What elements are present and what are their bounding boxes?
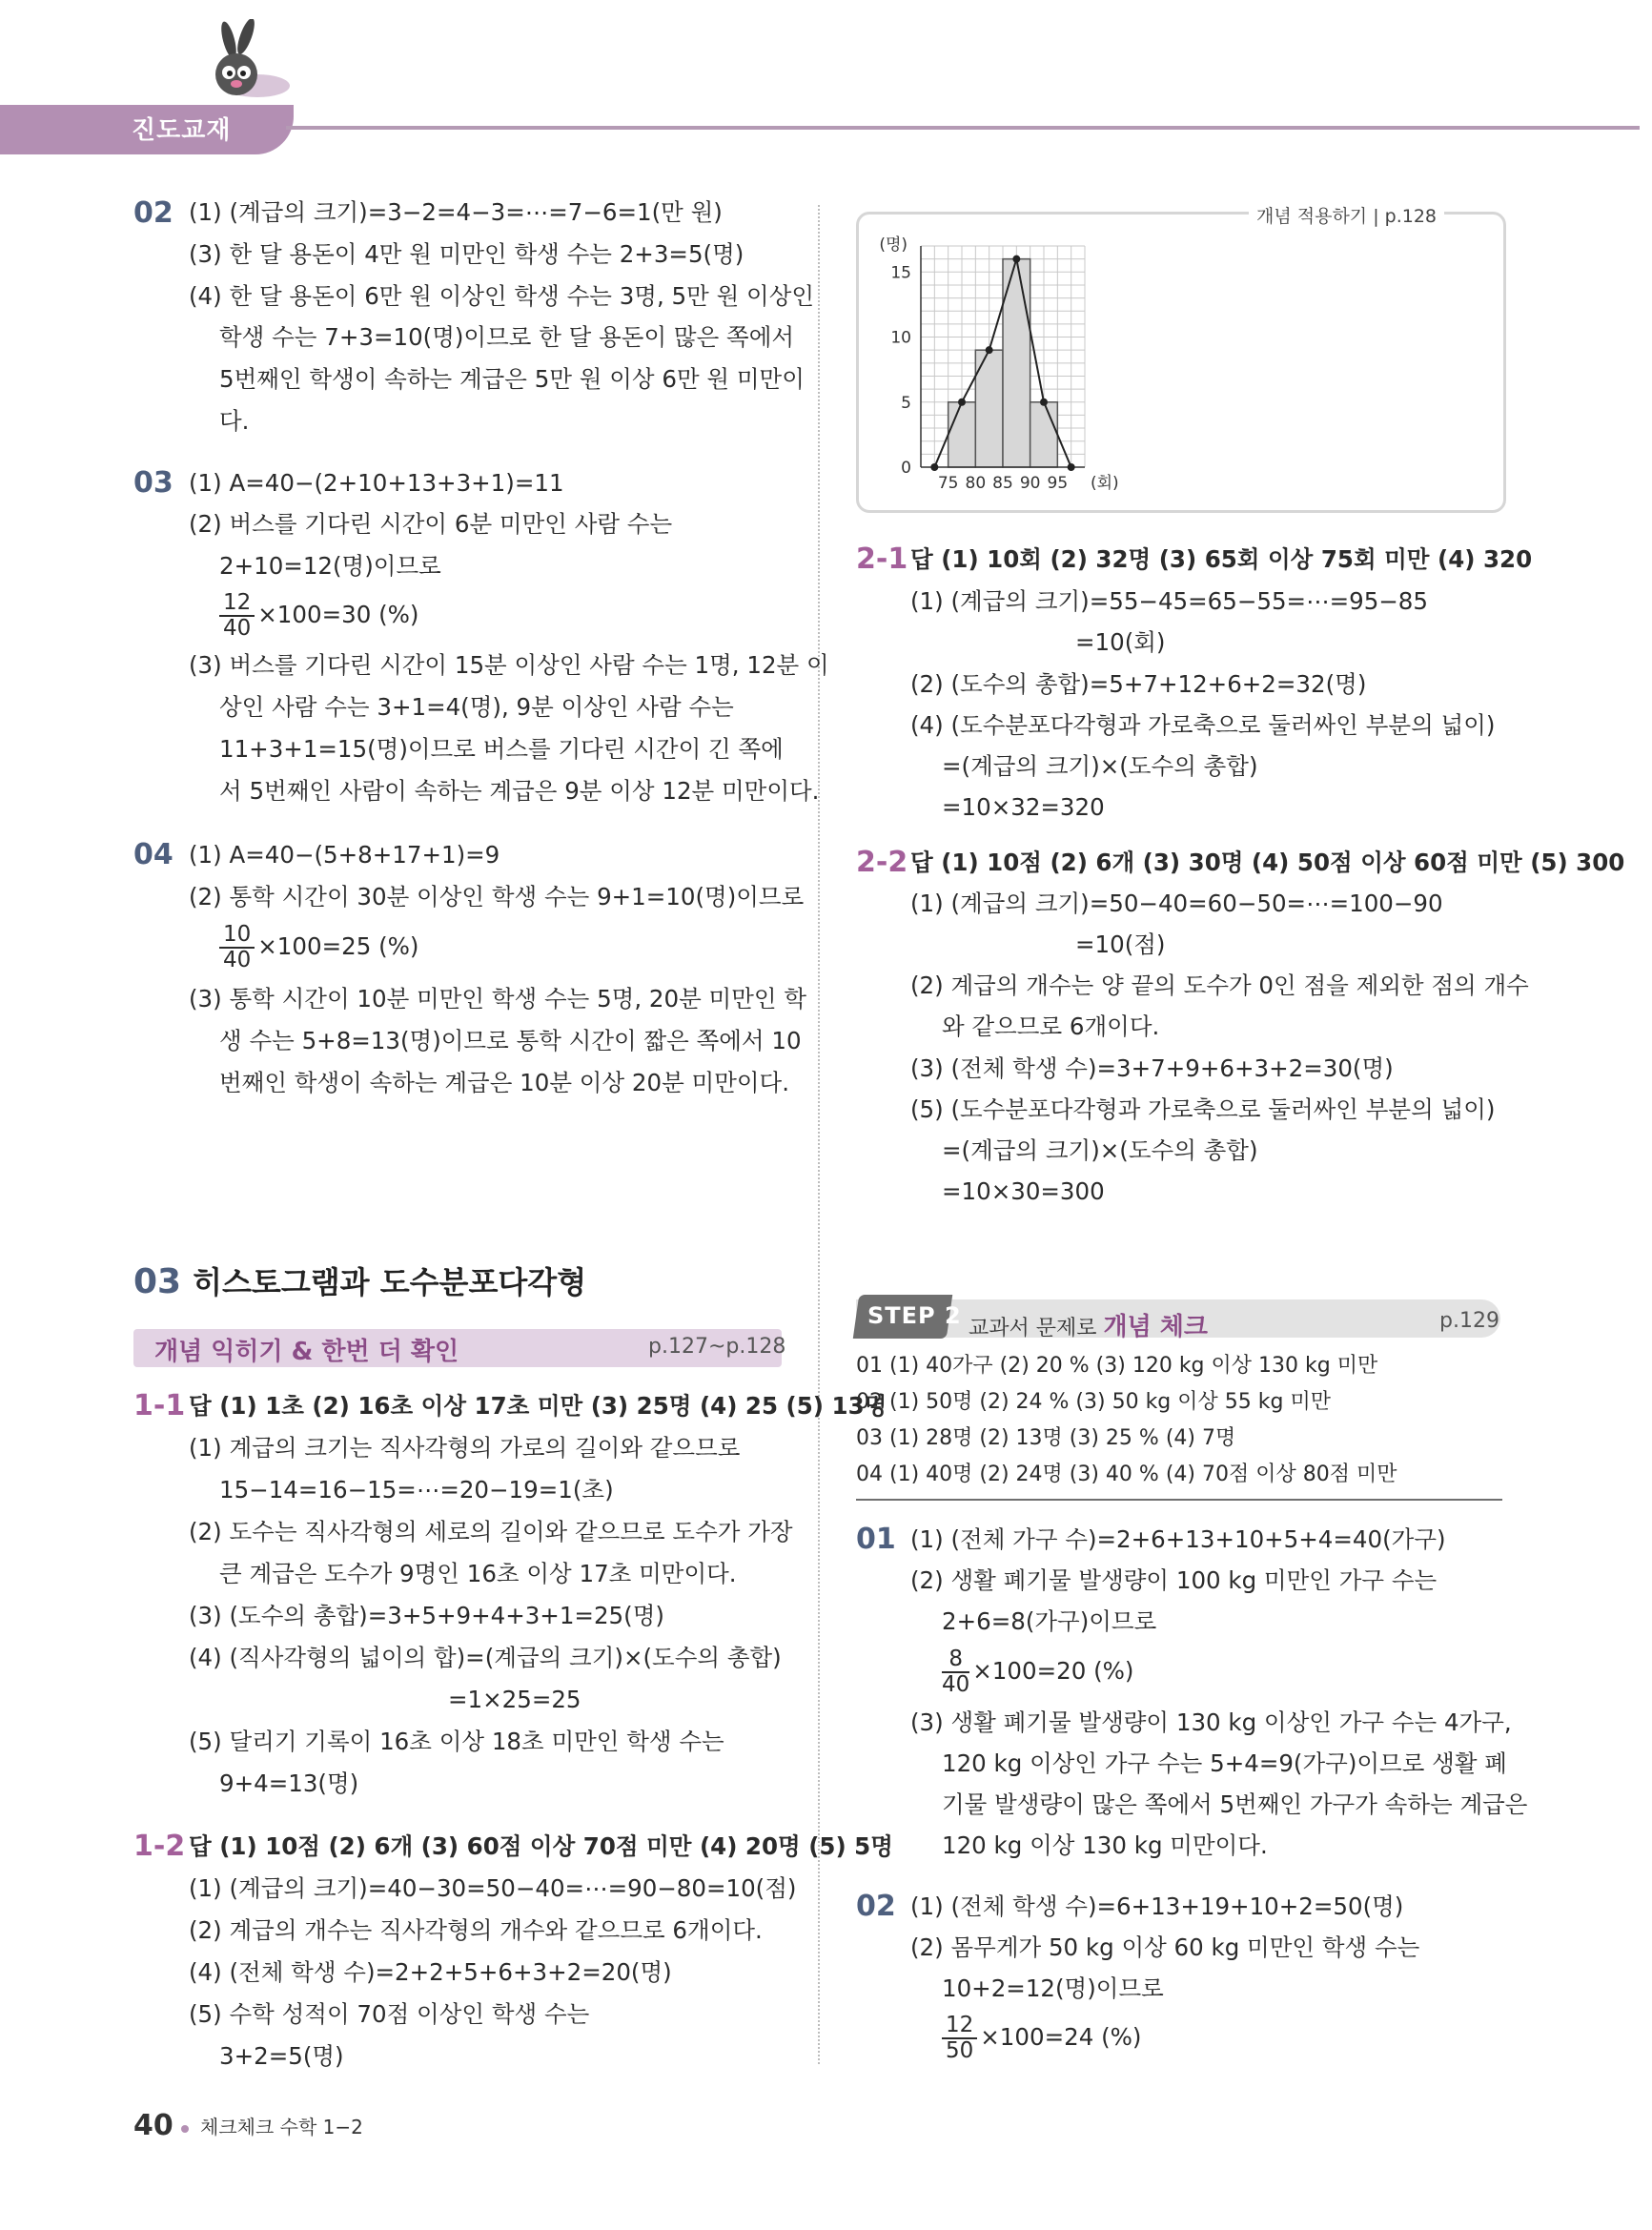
step2-rule — [856, 1499, 1502, 1501]
p11-line-9: 9+4=13(명) — [219, 1770, 359, 1797]
p12-answer: 답 (1) 10점 (2) 6개 (3) 60점 이상 70점 미만 (4) 20명 (5) 5명 — [189, 1832, 893, 1860]
x-tick-label: 85 — [992, 474, 1013, 493]
p03-line-7: 11+3+1=15(명)이므로 버스를 기다린 시간이 긴 쪽에 — [219, 735, 784, 763]
p03-line-8: 서 5번째인 사람이 속하는 계급은 9분 이상 12분 미만이다. — [219, 777, 820, 805]
p03-line-1: (1) A=40−(2+10+13+3+1)=11 — [189, 469, 564, 497]
p02-line-2: (3) 한 달 용돈이 4만 원 미만인 학생 수는 2+3=5(명) — [189, 240, 744, 268]
p04-line-5: 생 수는 5+8=13(명)이므로 통학 시간이 짧은 쪽에서 10 — [219, 1027, 802, 1054]
step2-page-ref: p.129 — [1439, 1309, 1499, 1333]
p22-line-2: =10(점) — [1075, 931, 1166, 958]
step2-summary-1: 01 (1) 40가구 (2) 20 % (3) 120 kg 이상 130 kg 미만 — [856, 1354, 1378, 1378]
section-title: 03 히스토그램과 도수분포다각형 — [133, 1262, 587, 1301]
y-tick-label: 15 — [890, 263, 911, 283]
p22-line-1: (1) (계급의 크기)=50−40=60−50=⋯=100−90 — [910, 890, 1443, 917]
step2-label: 교과서 문제로 개념 체크 — [969, 1313, 1209, 1341]
q02-fraction-line: $\frac{12}{50}$ ×100=24 (%) — [942, 2014, 1141, 2063]
p11-line-2: 15−14=16−15=⋯=20−19=1(초) — [219, 1476, 614, 1504]
p04-line-1: (1) A=40−(5+8+17+1)=9 — [189, 841, 500, 869]
q01-line-8: 120 kg 이상 130 kg 미만이다. — [942, 1831, 1268, 1859]
concept-page-ref: p.127~p.128 — [648, 1335, 786, 1359]
concept-label: 개념 익히기 & 한번 더 확인 — [154, 1338, 459, 1366]
histogram-chart — [877, 229, 1144, 496]
p22-line-6: (5) (도수분포다각형과 가로축으로 둘러싸인 부분의 넓이) — [910, 1095, 1496, 1123]
p02-line-6: 다. — [219, 407, 250, 435]
y-axis-label: (명) — [879, 235, 908, 255]
p11-line-3: (2) 도수는 직사각형의 세로의 길이와 같으므로 도수가 가장 — [189, 1518, 793, 1545]
p21-line-5: =(계급의 크기)×(도수의 총합) — [942, 752, 1258, 780]
p21-line-6: =10×32=320 — [942, 793, 1105, 821]
p04-fraction-line: $\frac{10}{40}$ ×100=25 (%) — [219, 923, 418, 972]
problem-number-03: 03 — [133, 466, 173, 500]
problem-number-02: 02 — [133, 196, 173, 230]
q02-line-1: (1) (전체 학생 수)=6+13+19+10+2=50(명) — [910, 1892, 1404, 1920]
polygon-point — [1068, 463, 1075, 471]
column-divider — [818, 205, 820, 2064]
histogram-bar — [948, 402, 976, 467]
problem-number-02b: 02 — [856, 1890, 896, 1923]
x-tick-label: 95 — [1047, 474, 1069, 493]
footer-dot — [181, 2125, 189, 2133]
q02-line-3: 10+2=12(명)이므로 — [942, 1974, 1164, 2002]
polygon-point — [958, 399, 966, 406]
p11-line-1: (1) 계급의 크기는 직사각형의 가로의 길이와 같으므로 — [189, 1434, 741, 1462]
q01-line-7: 기물 발생량이 많은 쪽에서 5번째인 가구가 속하는 계급은 — [942, 1790, 1528, 1818]
step2-summary-2: 02 (1) 50명 (2) 24 % (3) 50 kg 이상 55 kg 미만 — [856, 1390, 1331, 1414]
step2-summary-4: 04 (1) 40명 (2) 24명 (3) 40 % (4) 70점 이상 80점 미만 — [856, 1463, 1397, 1486]
x-tick-label: 90 — [1019, 474, 1041, 493]
polygon-point — [986, 346, 993, 354]
x-axis-label: (회) — [1091, 474, 1119, 493]
histogram-bar — [1030, 402, 1058, 467]
p02-line-5: 5번째인 학생이 속하는 계급은 5만 원 이상 6만 원 미만이 — [219, 365, 805, 393]
step2-summary-3: 03 (1) 28명 (2) 13명 (3) 25 % (4) 7명 — [856, 1426, 1236, 1450]
fraction: $\frac{12}{50}$ — [942, 2014, 977, 2063]
polygon-point — [1012, 256, 1020, 263]
step2-badge-text: STEP 2 — [867, 1302, 962, 1329]
problem-number-04: 04 — [133, 838, 173, 871]
p02-line-1: (1) (계급의 크기)=3−2=4−3=⋯=7−6=1(만 원) — [189, 198, 723, 226]
p12-line-4: (5) 수학 성적이 70점 이상인 학생 수는 — [189, 2000, 590, 2028]
p21-line-2: =10(회) — [1075, 628, 1166, 656]
p22-line-5: (3) (전체 학생 수)=3+7+9+6+3+2=30(명) — [910, 1054, 1394, 1082]
x-tick-label: 80 — [965, 474, 987, 493]
y-tick-label: 0 — [901, 459, 911, 478]
p11-line-5: (3) (도수의 총합)=3+5+9+4+3+1=25(명) — [189, 1602, 664, 1629]
x-tick-label: 75 — [937, 474, 959, 493]
fraction: $\frac{10}{40}$ — [219, 923, 255, 972]
book-title: 체크체크 수학 1−2 — [200, 2116, 363, 2138]
q01-line-2: (2) 생활 폐기물 발생량이 100 kg 미만인 가구 수는 — [910, 1566, 1438, 1594]
q01-line-5: (3) 생활 폐기물 발생량이 130 kg 이상인 가구 수는 4가구, — [910, 1708, 1512, 1736]
p21-answer: 답 (1) 10회 (2) 32명 (3) 65회 이상 75회 미만 (4) 320 — [910, 545, 1533, 573]
problem-number-2-1: 2-1 — [856, 542, 908, 576]
p03-line-3: 2+10=12(명)이므로 — [219, 552, 441, 580]
page-number: 40 — [133, 2109, 173, 2142]
q01-fraction-line: $\frac{8}{40}$ ×100=20 (%) — [942, 1647, 1134, 1697]
fraction: $\frac{12}{40}$ — [219, 591, 255, 641]
header-rule — [286, 126, 1640, 130]
p02-line-4: 학생 수는 7+3=10(명)이므로 한 달 용돈이 많은 쪽에서 — [219, 323, 795, 351]
y-tick-label: 5 — [901, 393, 911, 413]
p22-line-7: =(계급의 크기)×(도수의 총합) — [942, 1136, 1258, 1164]
q01-line-3: 2+6=8(가구)이므로 — [942, 1607, 1157, 1635]
p03-fraction-line: $\frac{12}{40}$ ×100=30 (%) — [219, 591, 418, 641]
p04-line-4: (3) 통학 시간이 10분 미만인 학생 수는 5명, 20분 미만인 학 — [189, 985, 806, 1013]
p21-line-1: (1) (계급의 크기)=55−45=65−55=⋯=95−85 — [910, 587, 1428, 615]
p11-line-6: (4) (직사각형의 넓이의 합)=(계급의 크기)×(도수의 총합) — [189, 1644, 782, 1671]
chart-tag: 개념 적용하기 | p.128 — [1249, 202, 1444, 228]
p03-line-6: 상인 사람 수는 3+1=4(명), 9분 이상인 사람 수는 — [219, 693, 734, 721]
problem-number-1-1: 1-1 — [133, 1389, 186, 1422]
p04-line-6: 번째인 학생이 속하는 계급은 10분 이상 20분 미만이다. — [219, 1069, 789, 1096]
p22-line-3: (2) 계급의 개수는 양 끝의 도수가 0인 점을 제외한 점의 개수 — [910, 972, 1529, 999]
p22-answer: 답 (1) 10점 (2) 6개 (3) 30명 (4) 50점 이상 60점 미만 (5) 300 — [910, 849, 1625, 876]
p21-line-4: (4) (도수분포다각형과 가로축으로 둘러싸인 부분의 넓이) — [910, 711, 1496, 739]
problem-number-2-2: 2-2 — [856, 846, 908, 879]
p02-line-3: (4) 한 달 용돈이 6만 원 이상인 학생 수는 3명, 5만 원 이상인 — [189, 282, 815, 310]
q01-line-1: (1) (전체 가구 수)=2+6+13+10+5+4=40(가구) — [910, 1525, 1446, 1553]
p12-line-2: (2) 계급의 개수는 직사각형의 개수와 같으므로 6개이다. — [189, 1916, 763, 1944]
problem-number-01: 01 — [856, 1523, 896, 1556]
p03-line-2: (2) 버스를 기다린 시간이 6분 미만인 사람 수는 — [189, 510, 673, 538]
p11-line-4: 큰 계급은 도수가 9명인 16초 이상 17초 미만이다. — [219, 1560, 737, 1587]
q01-line-6: 120 kg 이상인 가구 수는 5+4=9(가구)이므로 생활 폐 — [942, 1749, 1507, 1777]
p12-line-1: (1) (계급의 크기)=40−30=50−40=⋯=90−80=10(점) — [189, 1874, 797, 1902]
p22-line-4: 와 같으므로 6개이다. — [942, 1013, 1160, 1040]
p11-line-8: (5) 달리기 기록이 16초 이상 18초 미만인 학생 수는 — [189, 1728, 724, 1755]
p22-line-8: =10×30=300 — [942, 1177, 1105, 1205]
p11-line-7: =1×25=25 — [448, 1686, 581, 1713]
p12-line-5: 3+2=5(명) — [219, 2042, 344, 2070]
bunny-mascot-icon — [191, 19, 296, 124]
polygon-point — [1040, 399, 1048, 406]
p11-answer: 답 (1) 1초 (2) 16초 이상 17초 미만 (3) 25명 (4) 25 (5) 13명 — [189, 1392, 887, 1420]
problem-number-1-2: 1-2 — [133, 1830, 186, 1863]
p03-line-5: (3) 버스를 기다린 시간이 15분 이상인 사람 수는 1명, 12분 이 — [189, 651, 829, 679]
header-label: 진도교재 — [132, 116, 232, 145]
q02-line-2: (2) 몸무게가 50 kg 이상 60 kg 미만인 학생 수는 — [910, 1933, 1420, 1961]
polygon-point — [930, 463, 938, 471]
fraction: $\frac{8}{40}$ — [942, 1647, 970, 1697]
p12-line-3: (4) (전체 학생 수)=2+2+5+6+3+2=20(명) — [189, 1958, 672, 1986]
p04-line-2: (2) 통학 시간이 30분 이상인 학생 수는 9+1=10(명)이므로 — [189, 883, 805, 910]
p21-line-3: (2) (도수의 총합)=5+7+12+6+2=32(명) — [910, 670, 1367, 698]
y-tick-label: 10 — [890, 328, 911, 348]
